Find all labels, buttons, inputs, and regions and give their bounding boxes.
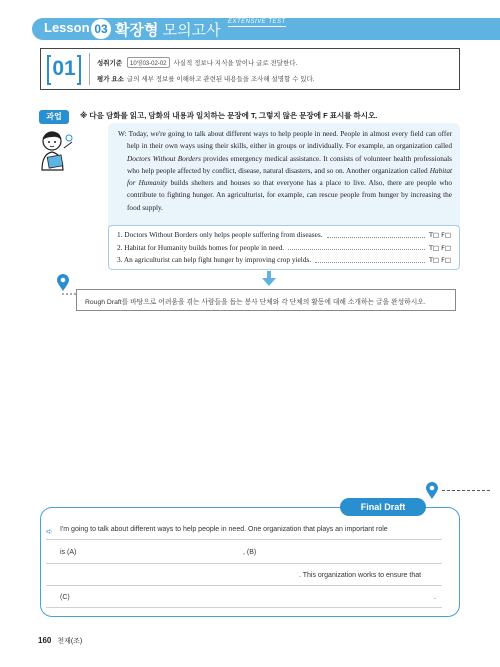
question-item xyxy=(117,229,451,242)
criterion-row xyxy=(97,57,297,68)
script-org-1: Doctors Without Borders xyxy=(127,153,201,163)
script-org-2: Habitat for Humanity xyxy=(127,165,452,188)
writing-rule xyxy=(46,539,442,540)
true-false-checkboxes[interactable]: T□ F□ xyxy=(428,256,451,264)
item-number xyxy=(47,55,81,85)
final-draft-line-2b: , (B) xyxy=(243,549,257,556)
location-pin-icon xyxy=(425,482,439,500)
listening-script-box xyxy=(108,123,460,235)
listening-script xyxy=(118,128,452,214)
final-draft-badge: Final Draft xyxy=(340,498,426,516)
page-number: 160 xyxy=(38,636,52,645)
script-part-3: builds shelters and houses so that everyone has a place to live. Also, there are people who contribute to fighting hunger. An agriculturist, for example, can rescue people from hunger by increasing the food supply. xyxy=(127,178,452,212)
question-item xyxy=(117,242,451,255)
lesson-label: Lesson xyxy=(44,20,90,35)
divider xyxy=(89,53,90,85)
script-part-1: W: Today, we're going to talk about different ways to help people in need. People in almost every field can offer help in their own ways using their skills, either in groups or individually. For example, an organization called xyxy=(118,129,452,151)
writing-rule-answer[interactable] xyxy=(46,607,442,608)
task-tag: 과업 xyxy=(39,110,69,124)
criterion-code: 10영03-02-02 xyxy=(127,57,170,68)
extensive-test-tag: EXTENSIVE TEST xyxy=(228,19,286,25)
pencil-arrow-icon: ➪ xyxy=(46,527,53,536)
item-info-box xyxy=(40,48,460,90)
item-number-text: 01 xyxy=(52,57,76,80)
criterion-label: 성취기준 xyxy=(97,60,123,67)
eval-row xyxy=(97,74,315,83)
true-false-checkboxes[interactable]: T□ F□ xyxy=(428,243,451,252)
lesson-header xyxy=(0,18,500,40)
eval-label: 평가 요소 xyxy=(97,76,124,83)
script-part-2: provides emergency medical assistance. It consists of volunteer health professionals who help people affected by conflict, disease, natural disasters, and so on. Another organization called xyxy=(127,153,452,175)
connector-dash xyxy=(442,490,490,491)
title-bold: 확장형 xyxy=(115,22,159,39)
title-light: 모의고사 xyxy=(162,22,221,39)
rough-draft-instruction: Rough Draft를 바탕으로 어려움을 겪는 사람들을 돕는 봉사 단체와 각 단체의 활동에 대해 소개하는 글을 완성하시오. xyxy=(76,289,456,311)
criterion-text: 사실적 정보나 지식을 말이나 글로 전달한다. xyxy=(173,60,298,67)
question-text: 2. Habitat for Humanity builds homes for people in need. xyxy=(117,242,285,252)
writing-rule-answer[interactable] xyxy=(46,585,442,586)
student-mascot-icon xyxy=(36,128,76,172)
question-item xyxy=(117,254,451,267)
true-false-questions xyxy=(108,225,460,270)
final-draft-box xyxy=(40,507,460,617)
instruction-text: ※ 다음 담화를 읽고, 담화의 내용과 일치하는 문장에 T, 그렇지 않은 문장에 F 표시를 하시오. xyxy=(80,111,378,120)
final-draft-line-3: . This organization works to ensure that xyxy=(299,572,422,579)
publisher-label: 천재(조) xyxy=(57,638,83,645)
lesson-number-badge: 03 xyxy=(91,19,111,39)
final-draft-line-2a: is (A) xyxy=(60,549,77,556)
location-pin-icon xyxy=(56,274,70,292)
final-draft-line-4c: (C) xyxy=(60,594,70,601)
page-footer xyxy=(38,636,82,646)
final-draft-line-1: I'm going to talk about different ways to help people in need. One organization that plays an important role xyxy=(60,526,388,533)
writing-rule-answer[interactable] xyxy=(46,563,442,564)
final-draft-line-4-end: . xyxy=(434,594,436,601)
lesson-title xyxy=(115,19,221,40)
eval-text: 글의 세부 정보를 이해하고 관련된 내용들을 조사해 설명할 수 있다. xyxy=(127,76,315,83)
question-text: 1. Doctors Without Borders only helps people suffering from diseases. xyxy=(117,230,323,239)
true-false-checkboxes[interactable]: T□ F□ xyxy=(428,231,451,239)
question-text: 3. An agriculturist can help fight hunger by improving crop yields. xyxy=(117,255,312,264)
arrow-down-icon xyxy=(262,271,276,287)
